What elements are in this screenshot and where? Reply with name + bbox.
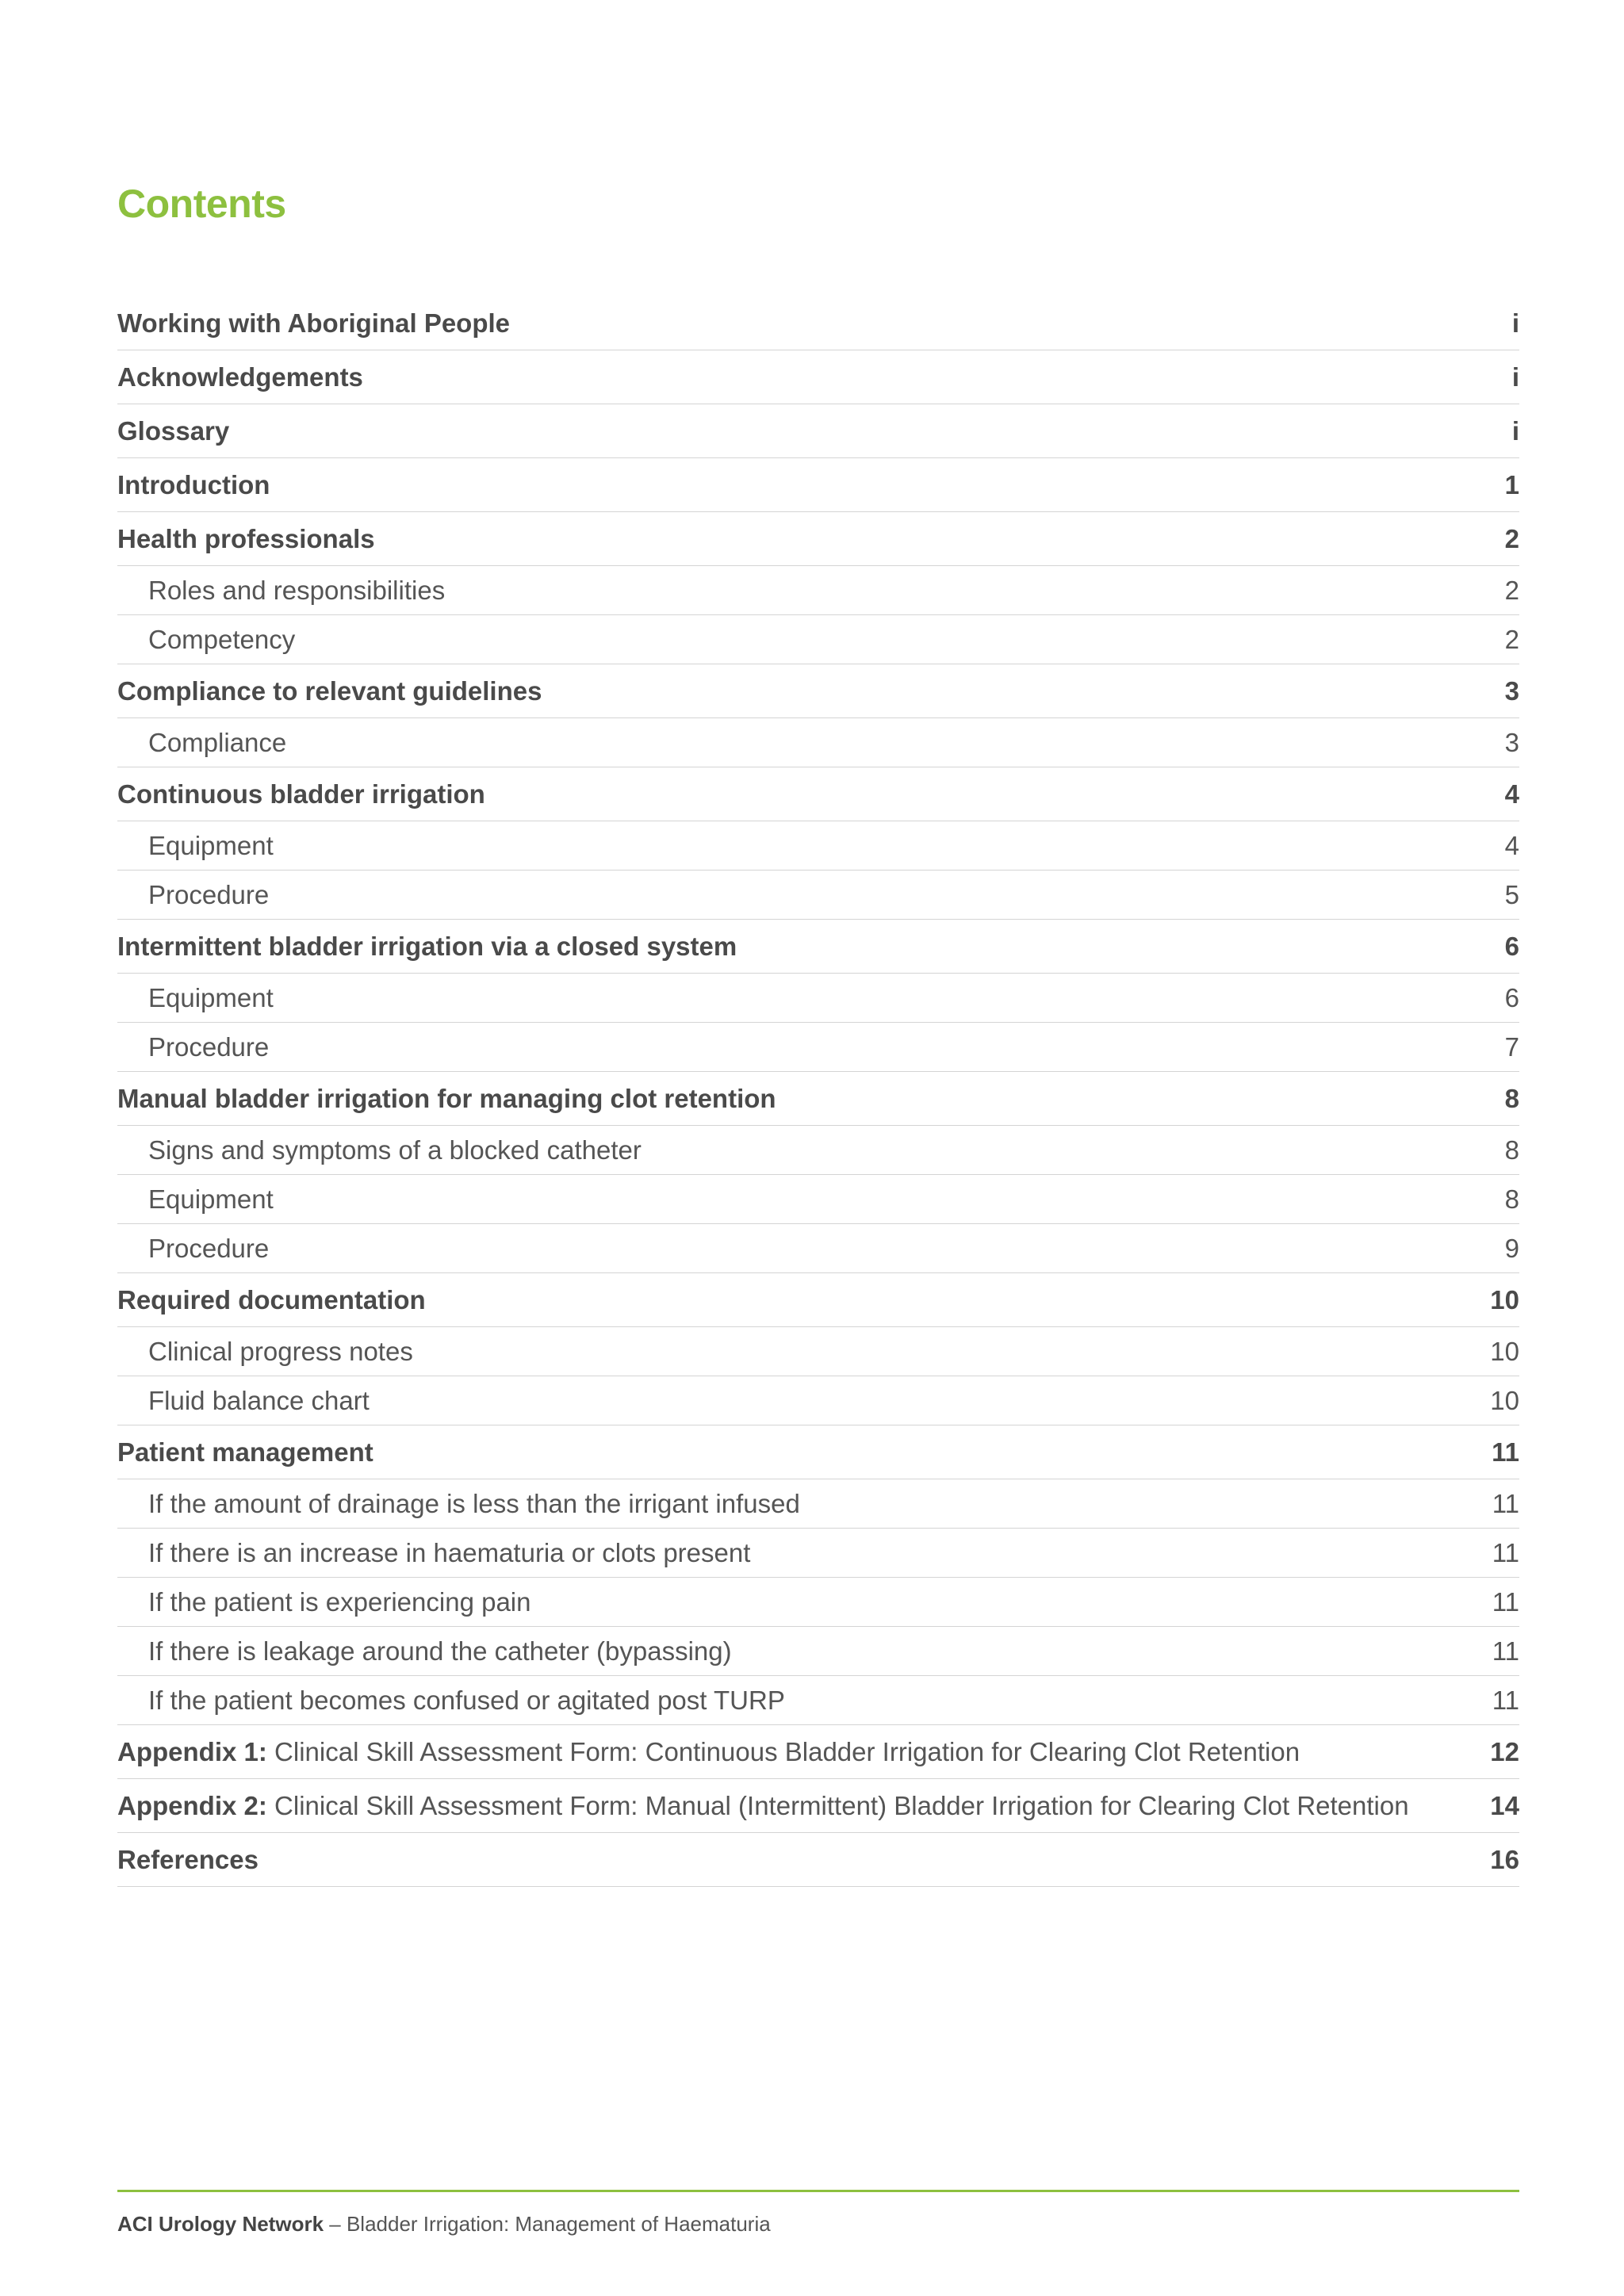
toc-appendix-entry[interactable] (117, 1779, 1519, 1833)
toc-entry-label: Roles and responsibilities (148, 575, 446, 605)
toc-entry-label: Health professionals (117, 523, 375, 553)
appendix-prefix: Appendix 1: (117, 1736, 267, 1766)
toc-entry-label: Patient management (117, 1437, 373, 1467)
toc-entry[interactable] (117, 920, 1519, 974)
toc-page-number: 8 (1504, 1083, 1519, 1113)
toc-page-number: 4 (1504, 779, 1519, 809)
toc-subentry[interactable] (117, 1224, 1519, 1273)
toc-subentry[interactable] (117, 1479, 1519, 1529)
toc-entry-label: Competency (148, 624, 296, 654)
toc-entry-label: Fluid balance chart (148, 1385, 370, 1415)
toc-entry-label (117, 1737, 1300, 1767)
toc-entry-label: Manual bladder irrigation for managing clot retention (117, 1083, 776, 1113)
toc-entry-label: Equipment (148, 1184, 274, 1214)
table-of-contents (117, 297, 1519, 1887)
toc-entry-label: Continuous bladder irrigation (117, 779, 485, 809)
appendix-prefix: Appendix 2: (117, 1790, 267, 1820)
toc-page-number: 14 (1490, 1790, 1519, 1820)
toc-subentry[interactable] (117, 718, 1519, 767)
toc-page-number: 6 (1504, 982, 1519, 1012)
toc-page-number: 11 (1492, 1437, 1519, 1467)
toc-subentry[interactable] (117, 1327, 1519, 1376)
page-title: Contents (117, 182, 286, 226)
toc-entry-label: If there is leakage around the catheter (bypassing) (148, 1636, 732, 1666)
toc-subentry[interactable] (117, 1023, 1519, 1072)
toc-entry-label: Signs and symptoms of a blocked catheter (148, 1135, 642, 1165)
toc-page-number: 2 (1504, 624, 1519, 654)
appendix-title: Clinical Skill Assessment Form: Continuous Bladder Irrigation for Clearing Clot Retention (274, 1736, 1300, 1766)
toc-entry[interactable] (117, 1273, 1519, 1327)
toc-subentry[interactable] (117, 1578, 1519, 1627)
toc-page-number: 9 (1504, 1233, 1519, 1263)
toc-entry-label: Glossary (117, 415, 230, 446)
toc-page-number: 8 (1504, 1184, 1519, 1214)
toc-entry-label (117, 1791, 1409, 1821)
toc-entry-label: If the patient is experiencing pain (148, 1586, 531, 1617)
footer-separator: – (324, 2212, 347, 2236)
toc-page-number: 10 (1490, 1385, 1519, 1415)
toc-subentry[interactable] (117, 1627, 1519, 1676)
toc-entry-label: Procedure (148, 879, 270, 909)
toc-entry[interactable] (117, 404, 1519, 458)
toc-page-number: 3 (1504, 675, 1519, 706)
toc-entry-label: Acknowledgements (117, 362, 363, 392)
toc-subentry[interactable] (117, 1676, 1519, 1725)
toc-subentry[interactable] (117, 1529, 1519, 1578)
toc-page-number: 3 (1504, 727, 1519, 757)
toc-entry-label: Clinical progress notes (148, 1336, 413, 1366)
toc-entry-label: Introduction (117, 469, 270, 499)
toc-entry-label: Intermittent bladder irrigation via a closed system (117, 931, 737, 961)
toc-page-number: 11 (1492, 1636, 1519, 1666)
toc-page-number: i (1511, 362, 1519, 392)
toc-entry-label: Equipment (148, 982, 274, 1012)
toc-page-number: 10 (1490, 1336, 1519, 1366)
toc-subentry[interactable] (117, 821, 1519, 871)
toc-entry-label: Procedure (148, 1031, 270, 1062)
toc-entry-label: Compliance to relevant guidelines (117, 675, 542, 706)
page-footer (117, 2212, 771, 2237)
toc-page-number: 8 (1504, 1135, 1519, 1165)
footer-document-title: Bladder Irrigation: Management of Haematuria (346, 2212, 771, 2236)
toc-page-number: 5 (1504, 879, 1519, 909)
toc-entry[interactable] (117, 664, 1519, 718)
toc-entry-label: If there is an increase in haematuria or clots present (148, 1537, 751, 1567)
toc-entry-label: References (117, 1844, 259, 1874)
toc-entry-label: If the patient becomes confused or agitated post TURP (148, 1685, 785, 1715)
toc-entry[interactable] (117, 297, 1519, 350)
toc-entry[interactable] (117, 458, 1519, 512)
toc-subentry[interactable] (117, 1126, 1519, 1175)
toc-page-number: 11 (1492, 1488, 1519, 1518)
toc-entry-label: Working with Aboriginal People (117, 308, 511, 338)
toc-subentry[interactable] (117, 1376, 1519, 1425)
toc-page-number: i (1511, 308, 1519, 338)
toc-entry-label: Required documentation (117, 1284, 426, 1314)
toc-subentry[interactable] (117, 871, 1519, 920)
toc-entry-label: If the amount of drainage is less than the irrigant infused (148, 1488, 800, 1518)
toc-page-number: 2 (1504, 523, 1519, 553)
toc-subentry[interactable] (117, 974, 1519, 1023)
toc-entry[interactable] (117, 1072, 1519, 1126)
footer-divider (117, 2190, 1519, 2192)
toc-entry[interactable] (117, 1833, 1519, 1887)
toc-page-number: i (1511, 415, 1519, 446)
toc-subentry[interactable] (117, 566, 1519, 615)
toc-page-number: 11 (1492, 1537, 1519, 1567)
toc-subentry[interactable] (117, 1175, 1519, 1224)
toc-appendix-entry[interactable] (117, 1725, 1519, 1779)
toc-entry[interactable] (117, 512, 1519, 566)
toc-page-number: 12 (1490, 1736, 1519, 1766)
toc-entry-label: Procedure (148, 1233, 270, 1263)
toc-entry[interactable] (117, 1425, 1519, 1479)
toc-entry[interactable] (117, 350, 1519, 404)
toc-entry-label: Equipment (148, 830, 274, 860)
toc-subentry[interactable] (117, 615, 1519, 664)
toc-page-number: 16 (1490, 1844, 1519, 1874)
footer-org: ACI Urology Network (117, 2212, 324, 2236)
toc-page-number: 6 (1504, 931, 1519, 961)
toc-page-number: 11 (1492, 1586, 1519, 1617)
toc-page-number: 2 (1504, 575, 1519, 605)
toc-page-number: 7 (1504, 1031, 1519, 1062)
appendix-title: Clinical Skill Assessment Form: Manual (Intermittent) Bladder Irrigation for Clearing Clot Retention (274, 1790, 1409, 1820)
toc-entry[interactable] (117, 767, 1519, 821)
toc-page-number: 1 (1504, 469, 1519, 499)
toc-page-number: 10 (1490, 1284, 1519, 1314)
toc-entry-label: Compliance (148, 727, 287, 757)
toc-page-number: 4 (1504, 830, 1519, 860)
toc-page-number: 11 (1492, 1685, 1519, 1715)
